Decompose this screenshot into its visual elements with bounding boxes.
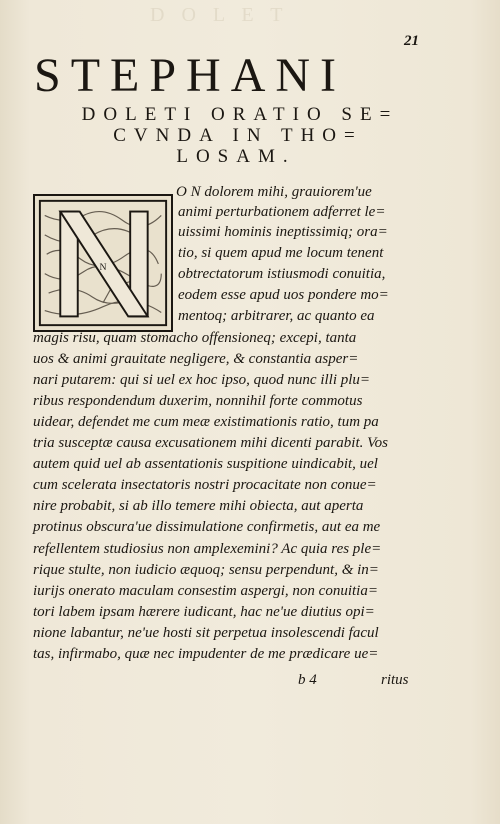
show-through-text: D O L E T	[150, 4, 289, 26]
first-line-start: O N	[176, 184, 201, 200]
text-line: obtrectatorum istiusmodi conuitia,	[178, 266, 386, 282]
subtitle-line: LOSAM.	[176, 146, 296, 167]
subtitle-line: DOLETI ORATIO SE=	[81, 104, 399, 125]
text-line: tria susceptæ causa excusationem mihi dicenti parabit. Vos	[33, 435, 388, 451]
text-line: eodem esse apud uos pondere mo=	[178, 287, 389, 303]
text-line: iurijs onerato maculam consestim aspergi, non conuitia=	[33, 583, 378, 599]
text-line: nire probabit, si ab illo temere mihi obiecta, aut aperta	[33, 498, 364, 514]
text-line: mentoq; arbitrarer, ac quanto ea	[178, 308, 375, 324]
text-line: tas, infirmabo, quæ nec impudenter de me prædicare ue=	[33, 646, 379, 662]
text-line: magis risu, quam stomacho offensioneq; excepi, tanta	[33, 330, 357, 346]
woodcut-initial-icon	[35, 196, 171, 330]
text-line: uidear, defendet me cum meæ existimationis ratio, tum pa	[33, 414, 379, 430]
text-line	[176, 182, 372, 202]
decorated-initial	[33, 194, 173, 332]
text-line: nione labantur, ne'ue hosti sit perpetua insolescendi facul	[33, 625, 379, 641]
text-line: refellentem studiosius non amplexemini? Ac quia res ple=	[33, 541, 382, 557]
text-line: rique stulte, non iudicio æquoq; sensu perpendunt, & in=	[33, 562, 379, 578]
text-line: protinus obscura'ue dissimulatione confirmetis, aut ea me	[33, 519, 381, 535]
page-title: STEPHANI	[34, 49, 347, 102]
text-line: uissimi hominis ineptissimiq; ora=	[178, 224, 388, 240]
text-line: animi perturbationem adferret le=	[178, 204, 386, 220]
text-line: tio, si quem apud me locum tenent	[178, 245, 384, 261]
page-number: 21	[404, 33, 419, 49]
text-line: uos & animi grauitate negligere, & constantia asper=	[33, 351, 359, 367]
subtitle-line: CVNDA IN THO=	[113, 125, 363, 146]
text-line: tori labem ipsam hærere iudicant, hac ne'ue diutius opi=	[33, 604, 375, 620]
text-line: cum scelerata insectatoris nostri procacitate non conue=	[33, 477, 377, 493]
catchword: ritus	[381, 672, 409, 688]
text-line: nari putarem: qui si uel ex hoc ipso, quod nunc illi plu=	[33, 372, 371, 388]
text-line: ribus respondendum duxerim, nonnihil forte commotus	[33, 393, 363, 409]
text-line: autem quid uel ab assentationis suspitione uindicabit, uel	[33, 456, 378, 472]
signature-mark: b 4	[298, 672, 317, 688]
svg-text:N: N	[99, 261, 107, 273]
first-line-rest: dolorem mihi, grauiorem'ue	[204, 184, 372, 200]
